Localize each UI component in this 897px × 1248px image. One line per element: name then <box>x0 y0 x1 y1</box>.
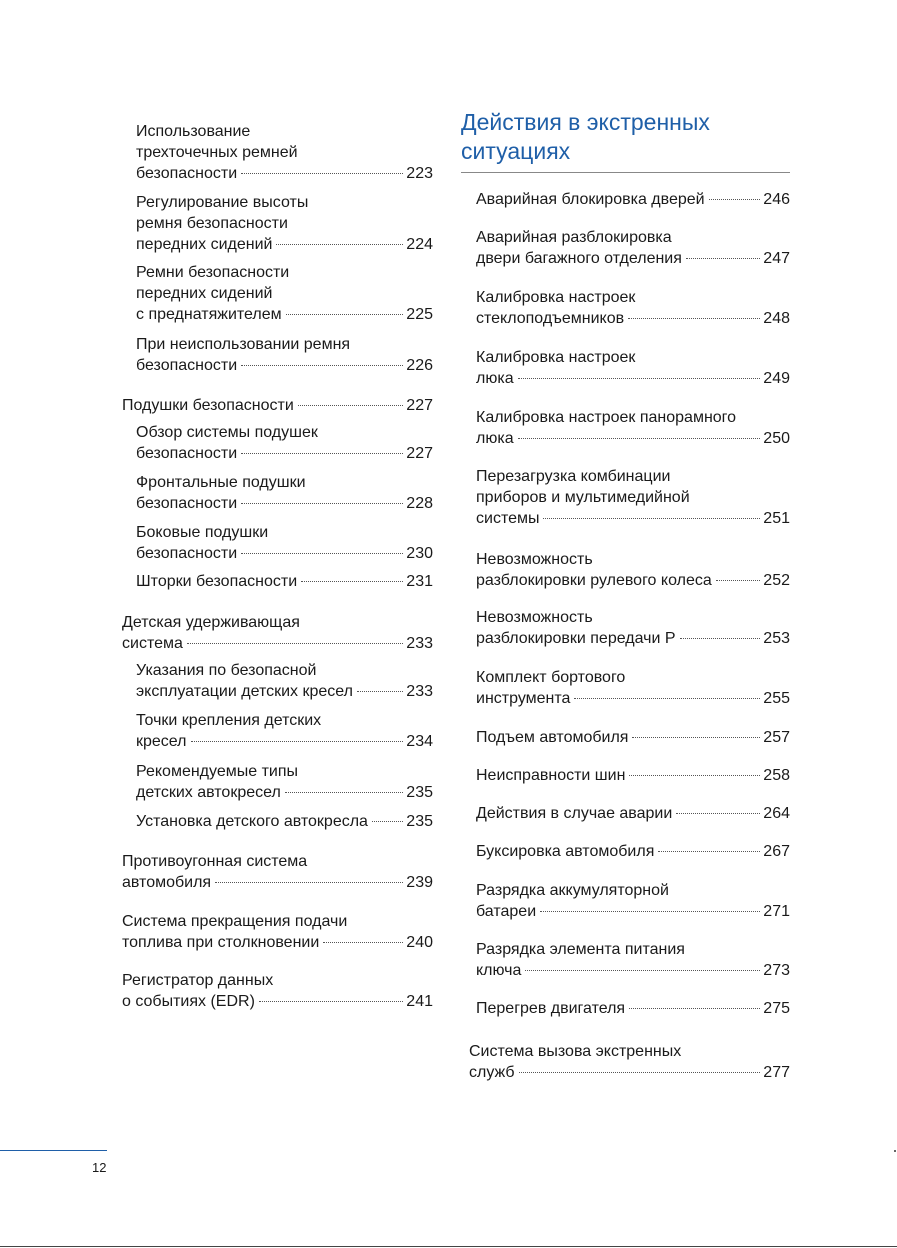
dot-leader <box>632 737 760 738</box>
toc-entry-text: При неиспользовании ремня <box>136 336 351 353</box>
toc-entry-text: батареи <box>476 903 537 920</box>
toc-page-number: 225 <box>406 306 433 323</box>
footer-rule <box>0 1150 107 1151</box>
toc-entry[interactable] <box>122 811 433 832</box>
toc-entry-text: ремня безопасности <box>136 215 288 232</box>
toc-entry[interactable] <box>122 192 433 255</box>
toc-page-number: 249 <box>763 370 790 387</box>
toc-entry-row <box>136 782 433 803</box>
toc-entry-row <box>476 508 790 529</box>
toc-entry-text: безопасности <box>136 495 238 512</box>
toc-entry-text: Рекомендуемые типы <box>136 763 299 780</box>
toc-entry[interactable] <box>122 612 433 654</box>
toc-page-number: 223 <box>406 165 433 182</box>
toc-entry[interactable] <box>461 227 790 269</box>
toc-entry[interactable] <box>461 607 790 649</box>
toc-entry-text: Регистратор данных <box>122 972 274 989</box>
dot-leader <box>323 942 403 943</box>
toc-entry[interactable] <box>461 466 790 529</box>
toc-page-number: 273 <box>763 962 790 979</box>
toc-entry[interactable] <box>122 660 433 702</box>
toc-entry-text: безопасности <box>136 165 238 182</box>
dot-leader <box>540 911 760 912</box>
toc-entry[interactable] <box>122 121 433 184</box>
toc-entry-text: о событиях (EDR) <box>122 993 255 1010</box>
toc-entry-row <box>476 998 790 1019</box>
section-title <box>461 108 790 173</box>
toc-entry-text: Противоугонная система <box>122 853 308 870</box>
toc-entry-row <box>122 395 433 416</box>
toc-entry-text: Перегрев двигателя <box>476 1000 626 1017</box>
toc-entry-text: Система вызова экстренных <box>469 1043 682 1060</box>
toc-entry-text: Обзор системы подушек <box>136 424 318 441</box>
toc-entry-text: Регулирование высоты <box>136 194 309 211</box>
toc-entry-text: Невозможность <box>476 551 593 568</box>
toc-entry-text: разблокировки рулевого колеса <box>476 572 712 589</box>
dot-leader <box>680 638 761 639</box>
toc-entry-text: система <box>122 635 183 652</box>
toc-entry-text: ключа <box>476 962 522 979</box>
toc-page-number: 228 <box>406 495 433 512</box>
toc-entry[interactable] <box>122 422 433 464</box>
dot-leader <box>298 405 404 406</box>
toc-entry-text: Калибровка настроек <box>476 349 636 366</box>
toc-entry-row <box>476 308 790 329</box>
toc-entry-row <box>476 570 790 591</box>
toc-page-number: 235 <box>406 813 433 830</box>
dot-leader <box>215 882 403 883</box>
toc-entry-text: кресел <box>136 733 187 750</box>
toc-page-number: 230 <box>406 545 433 562</box>
toc-entry-text: Разрядка элемента питания <box>476 941 685 958</box>
toc-entry-text: приборов и мультимедийной <box>476 489 690 506</box>
toc-entry-row <box>476 727 790 748</box>
toc-page-number: 239 <box>406 874 433 891</box>
toc-entry-text: Подушки безопасности <box>122 397 294 414</box>
toc-entry[interactable] <box>122 851 433 893</box>
toc-entry-row <box>476 841 790 862</box>
toc-entry-text: Установка детского автокресла <box>136 813 368 830</box>
toc-entry-row <box>136 571 433 592</box>
toc-entry-text: Ремни безопасности <box>136 264 290 281</box>
toc-entry-row <box>476 368 790 389</box>
toc-page-number: 240 <box>406 934 433 951</box>
toc-entry-text: системы <box>476 510 540 527</box>
toc-entry[interactable] <box>461 765 790 786</box>
toc-entry-text: топлива при столкновении <box>122 934 320 951</box>
dot-leader <box>241 553 403 554</box>
dot-leader <box>519 1072 761 1073</box>
dot-leader <box>629 775 760 776</box>
dot-leader <box>301 581 403 582</box>
toc-page-number: 275 <box>763 1000 790 1017</box>
toc-entry-row <box>476 628 790 649</box>
dot-leader <box>372 821 403 822</box>
toc-entry-row <box>136 304 433 325</box>
toc-entry[interactable] <box>122 911 433 953</box>
toc-entry-text: детских автокресел <box>136 784 281 801</box>
toc-page-number: 277 <box>763 1064 790 1081</box>
page-number: 12 <box>92 1160 107 1175</box>
toc-page-number: 226 <box>406 357 433 374</box>
toc-entry-text: передних сидений <box>136 236 273 253</box>
dot-leader <box>629 1008 760 1009</box>
toc-entry[interactable] <box>461 667 790 709</box>
toc-entry[interactable] <box>461 727 790 748</box>
toc-entry-text: Боковые подушки <box>136 524 269 541</box>
toc-entry-text: безопасности <box>136 357 238 374</box>
toc-entry-text: Неисправности шин <box>476 767 626 784</box>
toc-page-number: 247 <box>763 250 790 267</box>
toc-entry[interactable] <box>122 262 433 325</box>
toc-entry-text: Детская удерживающая <box>122 614 300 631</box>
toc-entry-text: Точки крепления детских <box>136 712 322 729</box>
toc-entry-text: Подъем автомобиля <box>476 729 629 746</box>
toc-entry-row <box>476 248 790 269</box>
toc-page-number: 252 <box>763 572 790 589</box>
section-title-line: ситуациях <box>461 138 571 164</box>
dot-leader <box>709 199 761 200</box>
toc-entry-text: Фронтальные подушки <box>136 474 306 491</box>
toc-page-number: 224 <box>406 236 433 253</box>
toc-entry-text: люка <box>476 370 514 387</box>
toc-entry-row <box>476 765 790 786</box>
toc-entry-row <box>136 681 433 702</box>
toc-entry[interactable] <box>461 407 790 449</box>
toc-entry-row <box>136 443 433 464</box>
toc-page-number: 251 <box>763 510 790 527</box>
section-title-line: Действия в экстренных <box>461 109 710 135</box>
toc-page-number: 227 <box>406 445 433 462</box>
toc-entry[interactable] <box>461 347 790 389</box>
toc-entry-text: с преднатяжителем <box>136 306 282 323</box>
dot-leader <box>286 314 404 315</box>
toc-entry-row <box>469 1062 790 1083</box>
toc-entry-text: Действия в случае аварии <box>476 805 673 822</box>
dot-leader <box>525 970 760 971</box>
toc-entry[interactable] <box>461 939 790 981</box>
toc-page-number: 248 <box>763 310 790 327</box>
dot-leader <box>686 258 760 259</box>
toc-entry-text: Невозможность <box>476 609 593 626</box>
toc-entry-text: инструмента <box>476 690 571 707</box>
toc-entry-row <box>476 428 790 449</box>
toc-entry-text: двери багажного отделения <box>476 250 682 267</box>
toc-page-number: 241 <box>406 993 433 1010</box>
toc-entry-text: автомобиля <box>122 874 212 891</box>
dot-leader <box>518 438 761 439</box>
toc-entry[interactable] <box>461 189 790 210</box>
toc-page-number: 264 <box>763 805 790 822</box>
dot-leader <box>276 244 403 245</box>
toc-entry-row <box>476 901 790 922</box>
toc-page-number: 233 <box>406 635 433 652</box>
dot-leader <box>628 318 760 319</box>
toc-entry-text: служб <box>469 1064 515 1081</box>
toc-page-number: 231 <box>406 573 433 590</box>
toc-entry[interactable] <box>122 334 433 376</box>
toc-entry-text: Разрядка аккумуляторной <box>476 882 669 899</box>
toc-entry-text: передних сидений <box>136 285 273 302</box>
toc-entry-text: Аварийная разблокировка <box>476 229 672 246</box>
toc-page-number: 258 <box>763 767 790 784</box>
toc-page-number: 267 <box>763 843 790 860</box>
toc-entry[interactable] <box>461 880 790 922</box>
toc-entry[interactable] <box>461 549 790 591</box>
toc-entry-text: эксплуатации детских кресел <box>136 683 353 700</box>
toc-entry-row <box>136 493 433 514</box>
dot-leader <box>543 518 760 519</box>
toc-entry-text: Калибровка настроек <box>476 289 636 306</box>
toc-entry-row <box>136 234 433 255</box>
toc-entry-row <box>136 543 433 564</box>
dot-leader <box>716 580 761 581</box>
toc-entry-row <box>476 960 790 981</box>
toc-page-number: 227 <box>406 397 433 414</box>
toc-page-number: 246 <box>763 191 790 208</box>
dot-leader <box>574 698 760 699</box>
toc-entry-text: Перезагрузка комбинации <box>476 468 671 485</box>
toc-entry[interactable] <box>122 571 433 592</box>
toc-entry-text: безопасности <box>136 445 238 462</box>
toc-entry-row <box>136 811 433 832</box>
toc-entry-text: Комплект бортового <box>476 669 626 686</box>
dot-leader <box>241 365 403 366</box>
toc-page-number: 257 <box>763 729 790 746</box>
dot-leader <box>241 503 403 504</box>
dot-leader <box>191 741 404 742</box>
toc-entry[interactable] <box>122 710 433 752</box>
dot-leader <box>357 691 403 692</box>
dot-leader <box>259 1001 403 1002</box>
toc-entry[interactable] <box>122 761 433 803</box>
toc-entry[interactable] <box>461 1041 790 1083</box>
toc-page-number: 234 <box>406 733 433 750</box>
toc-entry-text: трехточечных ремней <box>136 144 298 161</box>
dot-leader <box>518 378 761 379</box>
toc-entry[interactable] <box>122 395 433 416</box>
toc-entry[interactable] <box>122 970 433 1012</box>
toc-entry-row <box>136 731 433 752</box>
toc-page-number: 235 <box>406 784 433 801</box>
toc-entry-row <box>122 991 433 1012</box>
dot-leader <box>285 792 403 793</box>
corner-mark <box>894 1150 896 1152</box>
toc-entry-row <box>476 688 790 709</box>
toc-entry[interactable] <box>461 841 790 862</box>
toc-entry-row <box>476 803 790 824</box>
toc-page-number: 233 <box>406 683 433 700</box>
toc-page-number: 271 <box>763 903 790 920</box>
bottom-rule <box>0 1246 897 1247</box>
dot-leader <box>187 643 403 644</box>
toc-entry-row <box>122 633 433 654</box>
toc-entry[interactable] <box>461 803 790 824</box>
toc-entry[interactable] <box>122 472 433 514</box>
toc-entry-text: люка <box>476 430 514 447</box>
toc-entry-text: стеклоподъемников <box>476 310 625 327</box>
toc-entry-row <box>476 189 790 210</box>
toc-entry-text: Указания по безопасной <box>136 662 317 679</box>
dot-leader <box>658 851 760 852</box>
toc-entry[interactable] <box>461 287 790 329</box>
toc-entry-text: безопасности <box>136 545 238 562</box>
toc-entry-row <box>136 163 433 184</box>
toc-entry-text: Калибровка настроек панорамного <box>476 409 737 426</box>
toc-entry-row <box>136 355 433 376</box>
toc-entry-row <box>122 932 433 953</box>
toc-entry-row <box>122 872 433 893</box>
dot-leader <box>241 173 403 174</box>
dot-leader <box>241 453 403 454</box>
dot-leader <box>676 813 760 814</box>
toc-entry-text: разблокировки передачи P <box>476 630 676 647</box>
toc-entry[interactable] <box>461 998 790 1019</box>
toc-page-number: 253 <box>763 630 790 647</box>
toc-entry-text: Буксировка автомобиля <box>476 843 655 860</box>
toc-entry-text: Система прекращения подачи <box>122 913 348 930</box>
toc-entry[interactable] <box>122 522 433 564</box>
toc-page-number: 250 <box>763 430 790 447</box>
toc-entry-text: Аварийная блокировка дверей <box>476 191 705 208</box>
toc-entry-text: Использование <box>136 123 251 140</box>
toc-page-number: 255 <box>763 690 790 707</box>
toc-entry-text: Шторки безопасности <box>136 573 298 590</box>
